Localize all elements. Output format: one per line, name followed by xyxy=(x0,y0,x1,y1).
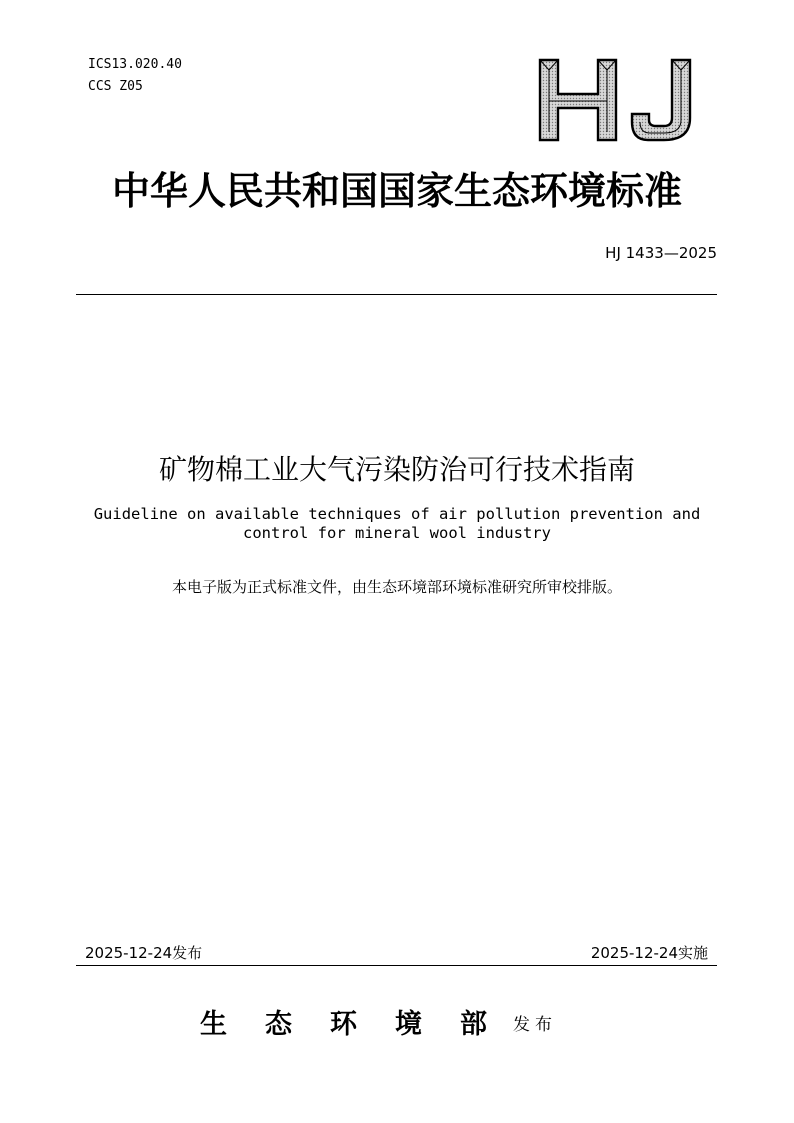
title-chinese: 矿物棉工业大气污染防治可行技术指南 xyxy=(158,453,635,486)
title-english-line1: Guideline on available techniques of air pollution prevention and xyxy=(93,505,701,523)
implementation-date: 2025-12-24实施 xyxy=(590,944,708,962)
title-english xyxy=(90,505,704,543)
ics-code: ICS13.020.40 xyxy=(88,57,182,72)
issue-date: 2025-12-24发布 xyxy=(85,944,203,962)
electronic-version-note: 本电子版为正式标准文件，由生态环境部环境标准研究所审校排版。 xyxy=(171,578,622,596)
hj-logo xyxy=(536,58,696,142)
publisher-action: 发布 xyxy=(513,1015,557,1035)
org-title: 中华人民共和国国家生态环境标准 xyxy=(111,168,682,213)
standard-number: HJ 1433—2025 xyxy=(605,244,717,262)
header-divider xyxy=(76,294,717,295)
ccs-code: CCS Z05 xyxy=(88,79,143,94)
publisher xyxy=(200,1002,557,1041)
publisher-name: 生态环境部 xyxy=(200,1009,525,1040)
classification-codes xyxy=(88,54,182,98)
footer-divider xyxy=(76,965,717,966)
title-english-line2: control for mineral wool industry xyxy=(243,524,551,542)
